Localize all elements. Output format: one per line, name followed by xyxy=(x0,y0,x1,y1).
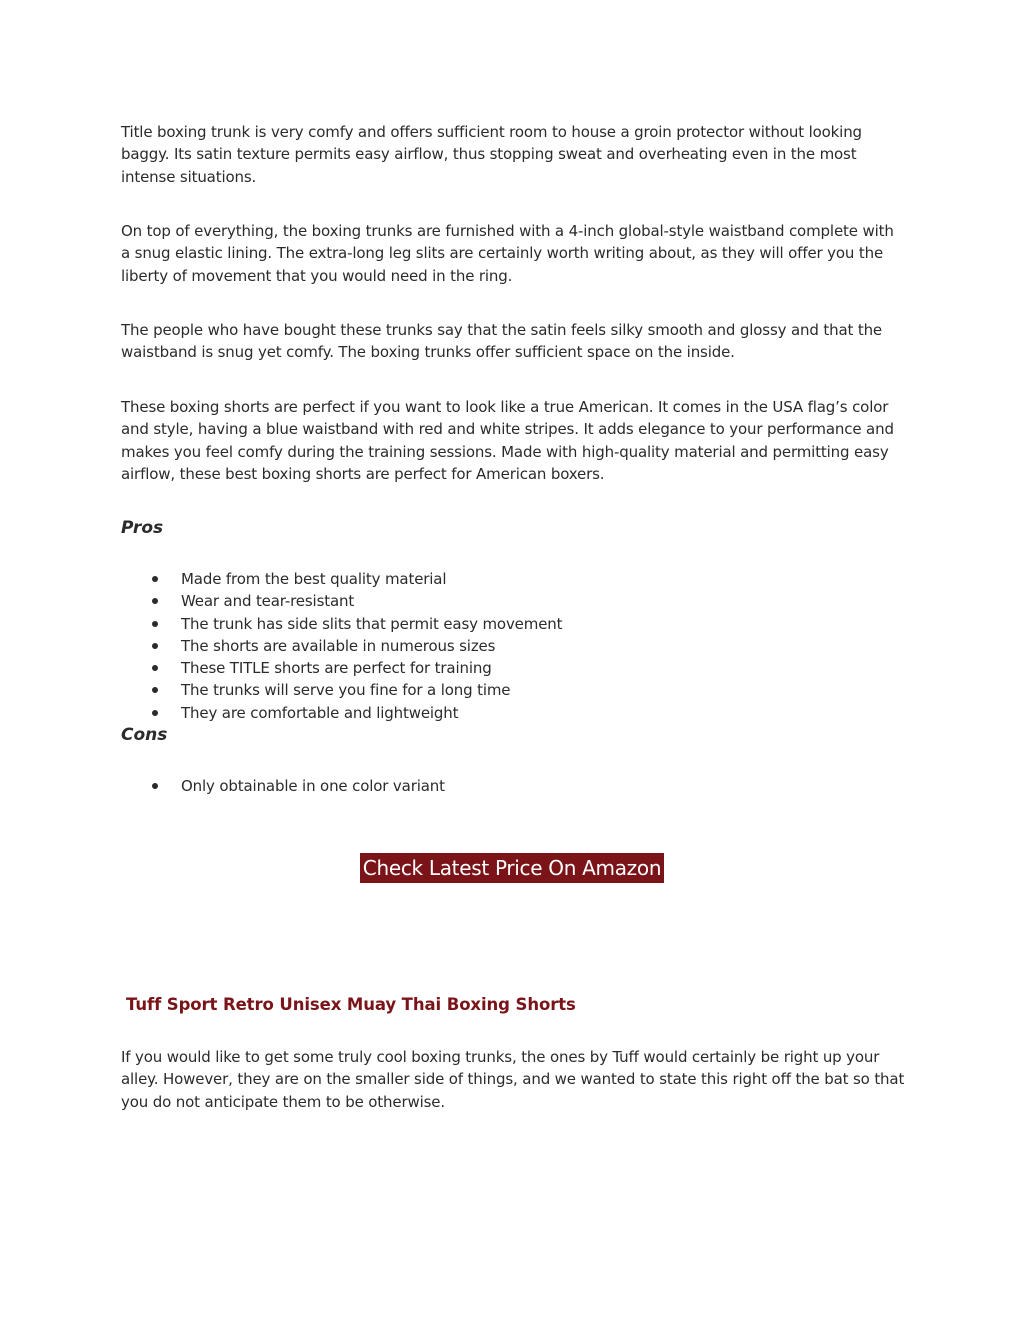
product-title-tuff: Tuff Sport Retro Unisex Muay Thai Boxing Shorts xyxy=(126,995,576,1014)
pros-list xyxy=(121,568,562,724)
pros-item-label: These TITLE shorts are perfect for training xyxy=(181,659,492,678)
list-item xyxy=(121,568,562,590)
paragraph-reviews: The people who have bought these trunks say that the satin feels silky smooth and glossy and that the waistband is snug yet comfy. The boxing trunks offer sufficient space on the inside. xyxy=(121,321,882,362)
list-item xyxy=(121,679,562,701)
paragraph-waistband: On top of everything, the boxing trunks are furnished with a 4-inch global-style waistband complete with a snug elastic lining. The extra-long leg slits are certainly worth writing about, as they will offer you the liberty of movement that you would need in the ring. xyxy=(121,222,894,285)
bullet-icon xyxy=(152,598,158,604)
bullet-icon xyxy=(152,687,158,693)
paragraph-comfort: Title boxing trunk is very comfy and offers sufficient room to house a groin protector without looking baggy. Its satin texture permits easy airflow, thus stopping sweat and overheating even in the most intense situations. xyxy=(121,123,862,186)
list-item xyxy=(121,590,562,612)
pros-item-label: The trunk has side slits that permit easy movement xyxy=(181,614,563,633)
bullet-icon xyxy=(152,710,158,716)
bullet-icon xyxy=(152,621,158,627)
paragraph-tuff-intro: If you would like to get some truly cool boxing trunks, the ones by Tuff would certainly be right up your alley. However, they are on the smaller side of things, and we wanted to state this right off the bat so that you do not anticipate them to be otherwise. xyxy=(121,1048,905,1111)
bullet-icon xyxy=(152,783,158,789)
pros-item-label: They are comfortable and lightweight xyxy=(181,703,459,722)
cons-list xyxy=(121,775,445,797)
cons-heading: Cons xyxy=(121,725,168,745)
pros-item-label: Wear and tear-resistant xyxy=(181,592,355,611)
paragraph-american-style: These boxing shorts are perfect if you want to look like a true American. It comes in the USA flag’s color and style, having a blue waistband with red and white stripes. It adds elegance to your performance and makes you feel comfy during the training sessions. Made with high-quality material and permitting easy airflow, these best boxing shorts are perfect for American boxers. xyxy=(121,398,894,483)
pros-item-label: Made from the best quality material xyxy=(181,570,447,588)
list-item xyxy=(121,775,445,797)
bullet-icon xyxy=(152,665,158,671)
list-item xyxy=(121,702,562,724)
bullet-icon xyxy=(152,576,158,582)
pros-heading: Pros xyxy=(121,518,164,538)
check-price-button[interactable]: Check Latest Price On Amazon xyxy=(360,853,664,883)
pros-item-label: The trunks will serve you fine for a long time xyxy=(181,681,511,700)
cta-container xyxy=(0,853,1024,887)
list-item xyxy=(121,613,562,635)
cons-item-label: Only obtainable in one color variant xyxy=(181,777,445,795)
bullet-icon xyxy=(152,643,158,649)
pros-item-label: The shorts are available in numerous sizes xyxy=(181,636,496,655)
list-item xyxy=(121,657,562,679)
list-item xyxy=(121,635,562,657)
